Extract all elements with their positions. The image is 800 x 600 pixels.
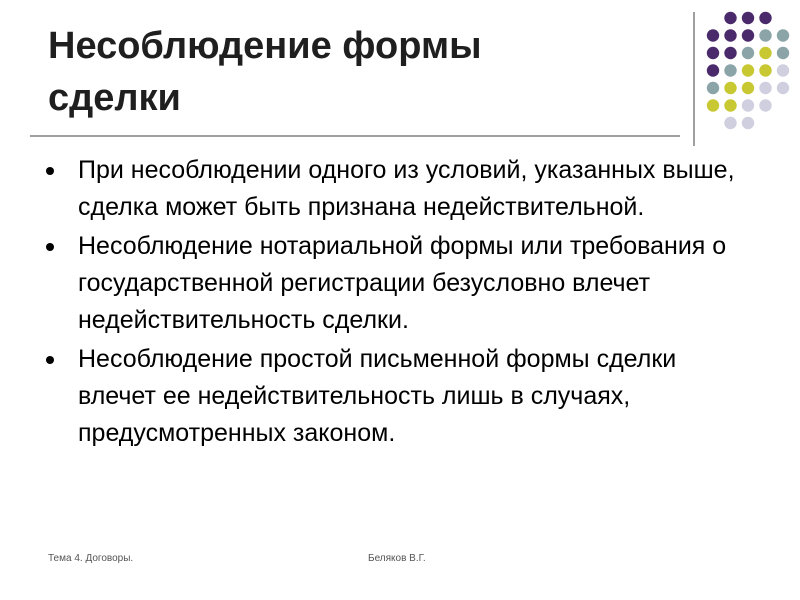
bullet-item: [46, 228, 746, 339]
decorative-dot-grid: [702, 7, 794, 137]
decorative-dot: [707, 47, 719, 59]
decorative-dot: [724, 117, 736, 129]
decorative-dot: [777, 29, 789, 41]
decorative-dot: [724, 82, 736, 94]
bullet-item: [46, 152, 746, 226]
decorative-dot: [742, 29, 754, 41]
bullet-item: [46, 341, 746, 452]
vertical-rule: [693, 12, 695, 146]
bullet-text: При несоблюдении одного из условий, указанных выше, сделка может быть признана недействительной.: [78, 156, 735, 221]
decorative-dot: [742, 47, 754, 59]
slide-title-line-2: сделки: [48, 77, 181, 119]
decorative-dot: [777, 82, 789, 94]
decorative-dot: [742, 12, 754, 24]
bullet-text: Несоблюдение простой письменной формы сделки влечет ее недействительность лишь в случаях, предусмотренных законом.: [78, 345, 677, 447]
slide-title-line-1: Несоблюдение формы: [48, 25, 482, 67]
bullet-dot-icon: [46, 356, 54, 364]
decorative-dot: [759, 99, 771, 111]
decorative-dot: [759, 82, 771, 94]
decorative-dot: [707, 99, 719, 111]
decorative-dot: [759, 47, 771, 59]
bullet-list: [46, 152, 746, 454]
decorative-dot: [742, 82, 754, 94]
decorative-dot: [724, 29, 736, 41]
decorative-dot: [759, 29, 771, 41]
decorative-dot: [724, 64, 736, 76]
decorative-dot: [742, 117, 754, 129]
decorative-dot: [742, 64, 754, 76]
bullet-text: Несоблюдение нотариальной формы или требования о государственной регистрации безусловно влечет недействительность сделки.: [78, 232, 727, 334]
decorative-dot: [777, 47, 789, 59]
decorative-dot: [724, 47, 736, 59]
decorative-dot: [759, 12, 771, 24]
bullet-dot-icon: [46, 243, 54, 251]
decorative-dot: [759, 64, 771, 76]
decorative-dot: [707, 64, 719, 76]
horizontal-rule: [30, 135, 680, 137]
footer-author: Беляков В.Г.: [368, 553, 426, 564]
decorative-dot: [707, 29, 719, 41]
decorative-dot: [724, 99, 736, 111]
bullet-dot-icon: [46, 167, 54, 175]
decorative-dot: [742, 99, 754, 111]
decorative-dot: [777, 64, 789, 76]
decorative-dot: [724, 12, 736, 24]
decorative-dot: [707, 82, 719, 94]
slide-title: [48, 20, 668, 124]
footer-topic: Тема 4. Договоры.: [48, 553, 134, 564]
